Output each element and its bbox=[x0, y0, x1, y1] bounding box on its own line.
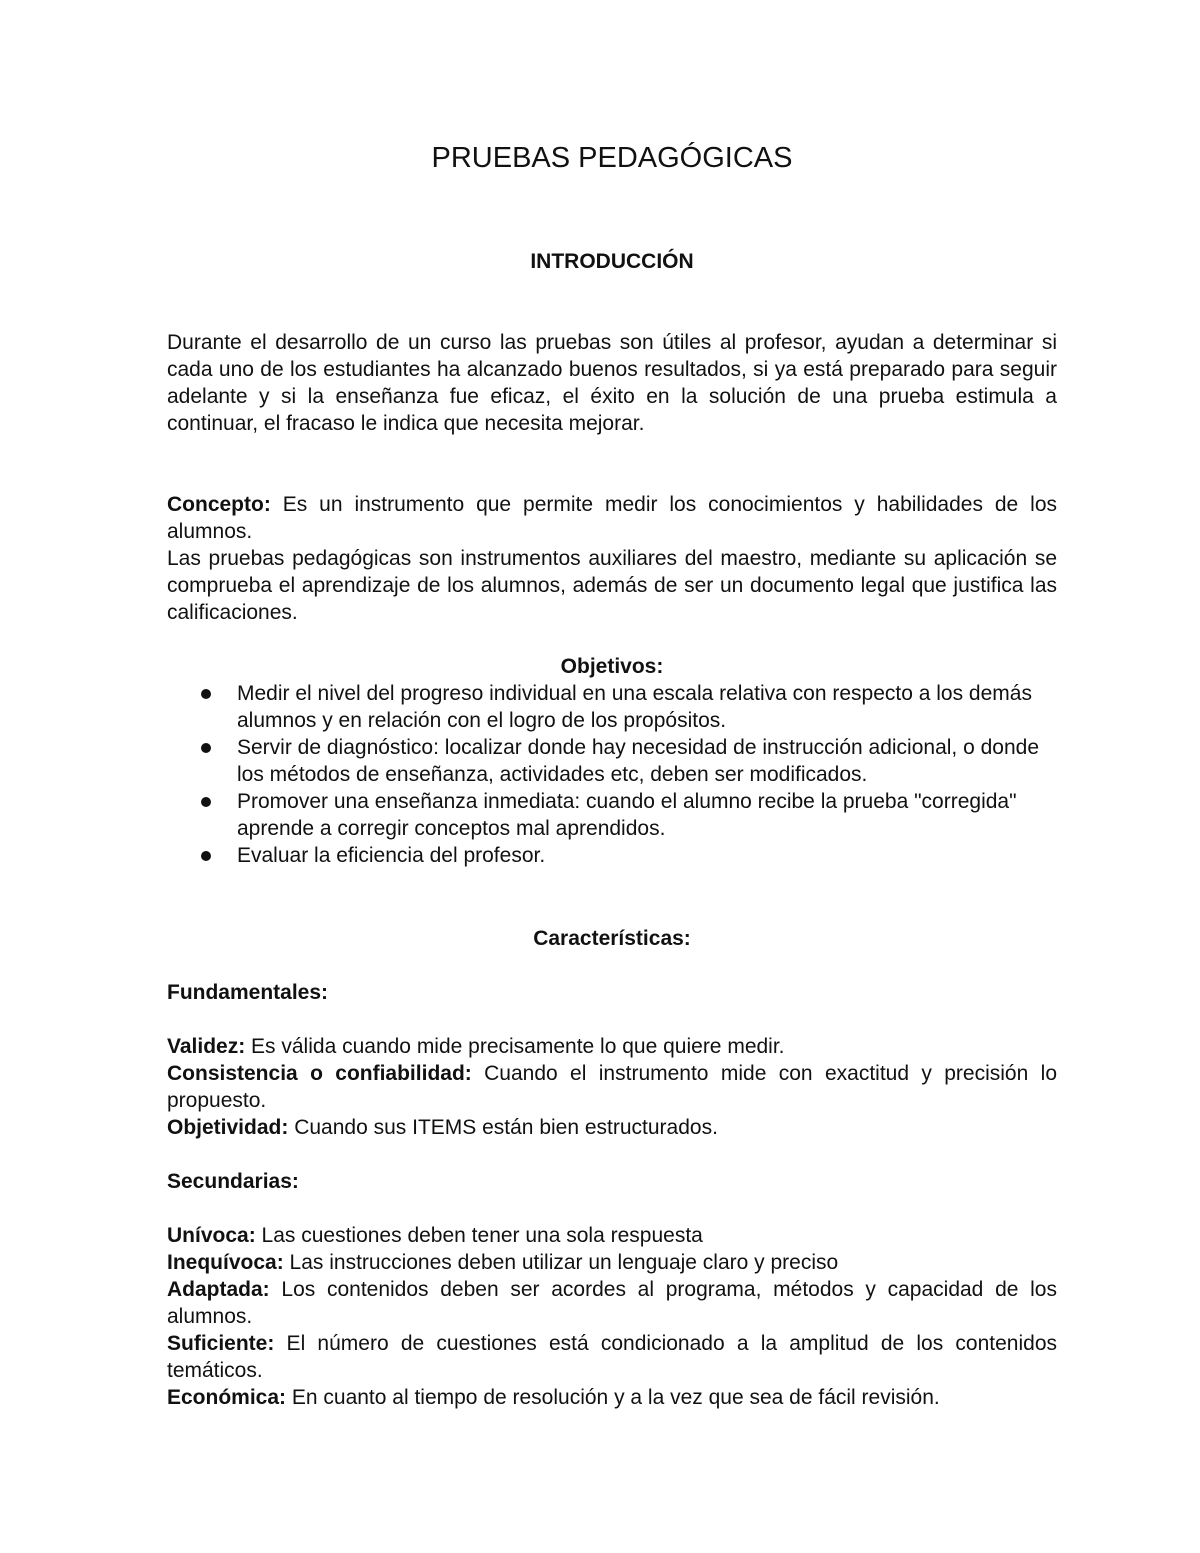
objective-text: Evaluar la eficiencia del profesor. bbox=[237, 844, 546, 867]
secondary-item-inequivoca bbox=[167, 1249, 1057, 1276]
list-item bbox=[167, 788, 1057, 842]
bullet-icon bbox=[201, 797, 211, 807]
document-title: PRUEBAS PEDAGÓGICAS bbox=[431, 142, 793, 174]
bullet-icon bbox=[201, 743, 211, 753]
fundamental-item-objetividad bbox=[167, 1114, 1057, 1141]
term-text: Cuando el instrumento mide con exactitud y precisión lo propuesto. bbox=[167, 1062, 1057, 1112]
bullet-icon bbox=[201, 689, 211, 699]
secondary-item-adaptada bbox=[167, 1276, 1057, 1330]
term-label: Suficiente: bbox=[167, 1332, 275, 1355]
concept-paragraph-2: Las pruebas pedagógicas son instrumentos auxiliares del maestro, mediante su aplicación se comprueba el aprendizaje de los alumnos, además de ser un documento legal que justifica las calificaciones. bbox=[167, 547, 1057, 624]
term-text: Las cuestiones deben tener una sola respuesta bbox=[255, 1224, 703, 1247]
characteristics-heading: Características: bbox=[533, 927, 691, 950]
term-label: Objetividad: bbox=[167, 1116, 289, 1139]
term-label: Inequívoca: bbox=[167, 1251, 284, 1274]
introduction-heading: INTRODUCCIÓN bbox=[530, 250, 694, 273]
term-label: Unívoca: bbox=[167, 1224, 256, 1247]
objective-text: Servir de diagnóstico: localizar donde hay necesidad de instrucción adicional, o donde los métodos de enseñanza, actividades etc, deben ser modificados. bbox=[237, 736, 1040, 786]
term-text: Las instrucciones deben utilizar un lenguaje claro y preciso bbox=[283, 1251, 839, 1274]
introduction-paragraph: Durante el desarrollo de un curso las pruebas son útiles al profesor, ayudan a determinar si cada uno de los estudiantes ha alcanzado buenos resultados, si ya está preparado para seguir adelante y si la enseñanza fue eficaz, el éxito en la solución de una prueba estimula a continuar, el fracaso le indica que necesita mejorar. bbox=[167, 331, 1057, 435]
objective-text: Medir el nivel del progreso individual en una escala relativa con respecto a los demás alumnos y en relación con el logro de los propósitos. bbox=[237, 682, 1032, 732]
fundamental-item-validez bbox=[167, 1033, 1057, 1060]
term-text: Cuando sus ITEMS están bien estructurados. bbox=[288, 1116, 718, 1139]
term-label: Validez: bbox=[167, 1035, 246, 1058]
term-label: Consistencia o confiabilidad: bbox=[167, 1062, 472, 1085]
secondary-item-univoca bbox=[167, 1222, 1057, 1249]
list-item bbox=[167, 842, 1057, 869]
concept-text: Es un instrumento que permite medir los conocimientos y habilidades de los alumnos. bbox=[167, 493, 1057, 543]
objectives-heading: Objetivos: bbox=[560, 655, 664, 678]
secondary-item-suficiente bbox=[167, 1330, 1057, 1384]
secondary-heading: Secundarias: bbox=[167, 1170, 299, 1193]
term-label: Económica: bbox=[167, 1386, 287, 1409]
term-text: El número de cuestiones está condicionado a la amplitud de los contenidos temáticos. bbox=[167, 1332, 1057, 1382]
list-item bbox=[167, 680, 1057, 734]
concept-label: Concepto: bbox=[167, 493, 271, 516]
concept-paragraph bbox=[167, 491, 1057, 545]
term-text: Los contenidos deben ser acordes al programa, métodos y capacidad de los alumnos. bbox=[167, 1278, 1057, 1328]
fundamental-item-consistencia bbox=[167, 1060, 1057, 1114]
bullet-icon bbox=[201, 851, 211, 861]
objectives-list bbox=[167, 680, 1057, 869]
fundamental-heading: Fundamentales: bbox=[167, 981, 329, 1004]
list-item bbox=[167, 734, 1057, 788]
term-text: Es válida cuando mide precisamente lo que quiere medir. bbox=[245, 1035, 785, 1058]
term-text: En cuanto al tiempo de resolución y a la vez que sea de fácil revisión. bbox=[286, 1386, 940, 1409]
secondary-item-economica bbox=[167, 1384, 1057, 1411]
term-label: Adaptada: bbox=[167, 1278, 270, 1301]
objective-text: Promover una enseñanza inmediata: cuando el alumno recibe la prueba "corregida" aprende a corregir conceptos mal aprendidos. bbox=[237, 790, 1017, 840]
